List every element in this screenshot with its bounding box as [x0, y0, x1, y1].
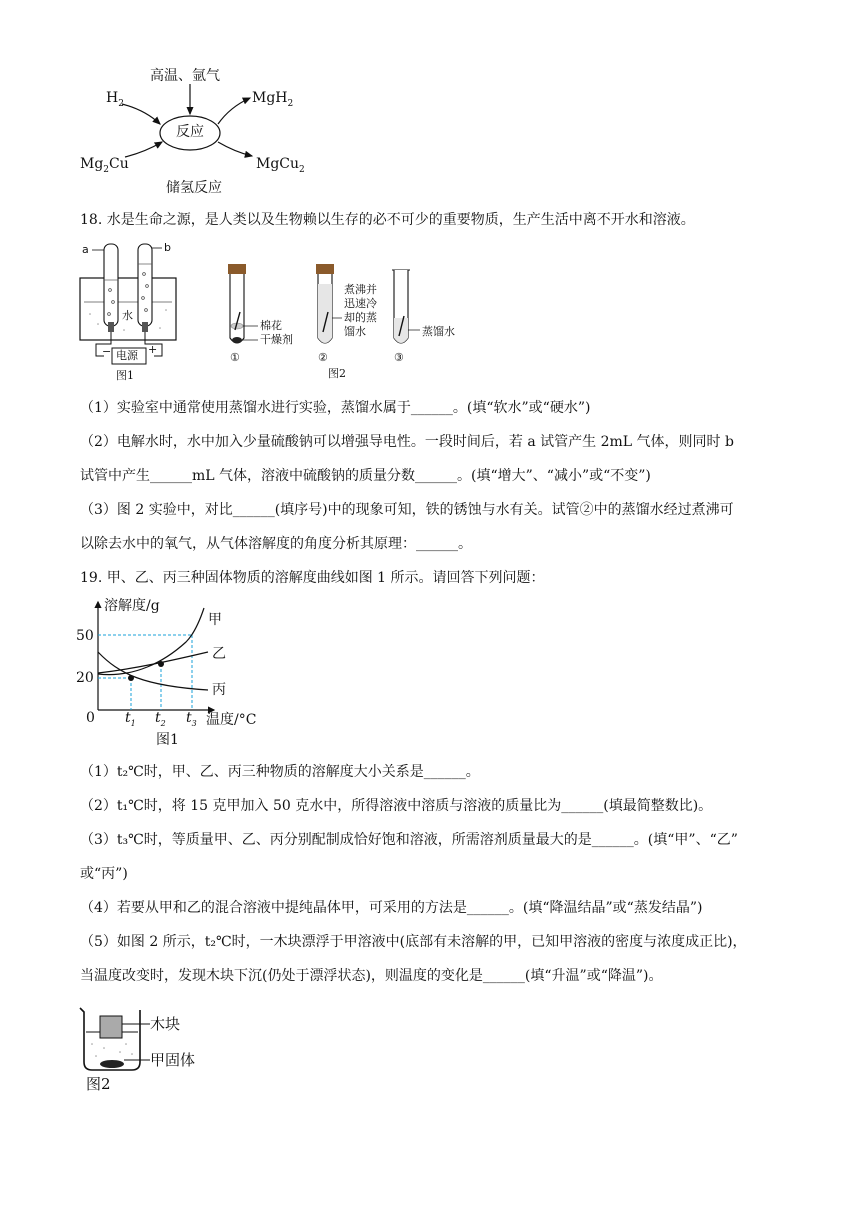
electrolysis-minus: −: [102, 345, 112, 358]
q19-part2: （2）t₁℃时，将 15 克甲加入 50 克水中，所得溶液中溶质与溶液的质量比为______(填最简整数比)。: [80, 798, 713, 814]
diagram-caption: 储氢反应: [166, 180, 222, 196]
chart-origin: 0: [86, 710, 95, 726]
wooden-block: [100, 1016, 122, 1038]
tube2-label-2: 迅速冷: [344, 297, 377, 310]
q19-part5-line1: （5）如图 2 所示，t₂℃时，一木块漂浮于甲溶液中(底部有未溶解的甲，已知甲溶液的密度与浓度成正比)，: [80, 934, 747, 950]
q19-part3-line2: 或“丙”): [80, 866, 128, 882]
tube2-number: ②: [318, 351, 328, 364]
electrolysis-power-label: 电源: [116, 349, 138, 362]
tube1-number: ①: [230, 351, 240, 364]
chart-y20: 20: [76, 670, 94, 686]
q19-part5-line2: 当温度改变时，发现木块下沉(仍处于漂浮状态)，则温度的变化是______(填“升温”或“降温”)。: [80, 968, 663, 984]
electrolysis-plus: +: [148, 343, 158, 356]
reactant-mg2cu: $Mg_2Cu$: [80, 156, 129, 175]
arrow-mg2cu: [125, 142, 162, 157]
series-label-yi: 乙: [212, 646, 226, 662]
chart-xlabel: 温度/°C: [206, 712, 257, 728]
label-solid-jia: 甲固体: [150, 1051, 196, 1069]
arrow-h2: [122, 104, 160, 124]
reactant-h2: $H_2$: [106, 90, 124, 109]
q18-stem: 18. 水是生命之源，是人类以及生物赖以生存的必不可少的重要物质，生产生活中离不开水和溶液。: [80, 212, 695, 228]
product-mgh2: MgH$_2$: [252, 90, 294, 109]
solubility-chart: [74, 596, 274, 754]
q19-part3-line1: （3）t₃℃时，等质量甲、乙、丙分别配制成恰好饱和溶液，所需溶剂质量最大的是______。(填“甲”、“乙”: [80, 832, 738, 848]
q18-part1: （1）实验室中通常使用蒸馏水进行实验，蒸馏水属于______。(填“软水”或“硬水”): [80, 400, 591, 416]
series-label-bing: 丙: [212, 682, 226, 698]
intersection-t2: [158, 661, 164, 667]
chart-y50: 50: [76, 628, 94, 644]
reaction-center-label: 反应: [176, 124, 204, 140]
label-wooden-block: 木块: [150, 1015, 181, 1033]
tube2-label-1: 煮沸并: [344, 283, 377, 296]
tube1-label-desiccant: 干燥剂: [260, 333, 293, 346]
chart-ylabel: 溶解度/g: [104, 598, 160, 614]
chart-tick-t1: $t_1$: [125, 710, 136, 728]
electrolysis-label-a: a: [82, 243, 89, 256]
tube1-label-cotton: 棉花: [260, 319, 282, 332]
q19-part1: （1）t₂℃时，甲、乙、丙三种物质的溶解度大小关系是______。: [80, 764, 480, 780]
q18-fig2-caption: 图2: [328, 367, 346, 380]
q18-part3-line2: 以除去水中的氧气，从气体溶解度的角度分析其原理：______。: [80, 536, 472, 552]
q19-fig2-caption: 图2: [86, 1075, 111, 1093]
q19-part4: （4）若要从甲和乙的混合溶液中提纯晶体甲，可采用的方法是______。(填“降温结晶”或“蒸发结晶”): [80, 900, 703, 916]
electrolysis-label-b: b: [164, 241, 171, 254]
q18-part2-line2: 试管中产生______mL 气体，溶液中硫酸钠的质量分数______。(填“增大”、“减小”或“不变”): [80, 468, 651, 484]
q18-fig1-electrolysis: [76, 240, 186, 380]
intersection-t1: [128, 675, 134, 681]
chart-tick-t3: $t_3$: [186, 710, 197, 728]
series-label-jia: 甲: [208, 612, 222, 628]
q19-stem: 19. 甲、乙、丙三种固体物质的溶解度曲线如图 1 所示。请回答下列问题：: [80, 570, 545, 586]
tube2-label-3: 却的蒸: [344, 311, 377, 324]
guide-lines: [98, 635, 192, 710]
q19-fig2-beaker: [74, 1004, 214, 1100]
tube3-number: ③: [394, 351, 404, 364]
arrow-mgcu2: [218, 142, 252, 156]
chart-tick-t2: $t_2$: [155, 710, 166, 728]
reaction-diagram: [70, 62, 330, 202]
q18-fig2-test-tubes: [220, 262, 480, 384]
electrolysis-water-label: 水: [122, 309, 133, 322]
q19-fig1-caption: 图1: [156, 732, 179, 748]
tube3-label: 蒸馏水: [422, 325, 455, 338]
arrow-mgh2: [218, 98, 250, 124]
q18-part3-line1: （3）图 2 实验中，对比______(填序号)中的现象可知，铁的锈蚀与水有关。试管②中的蒸馏水经过煮沸可: [80, 502, 734, 518]
q18-fig1-caption: 图1: [116, 369, 134, 382]
diagram-top-label: 高温、氩气: [150, 68, 220, 84]
undissolved-solid: [100, 1060, 124, 1068]
q18-part2-line1: （2）电解水时，水中加入少量硫酸钠可以增强导电性。一段时间后，若 a 试管产生 2mL 气体，则同时 b: [80, 434, 734, 450]
tube2-label-4: 馏水: [344, 325, 366, 338]
product-mgcu2: MgCu$_2$: [256, 156, 305, 175]
